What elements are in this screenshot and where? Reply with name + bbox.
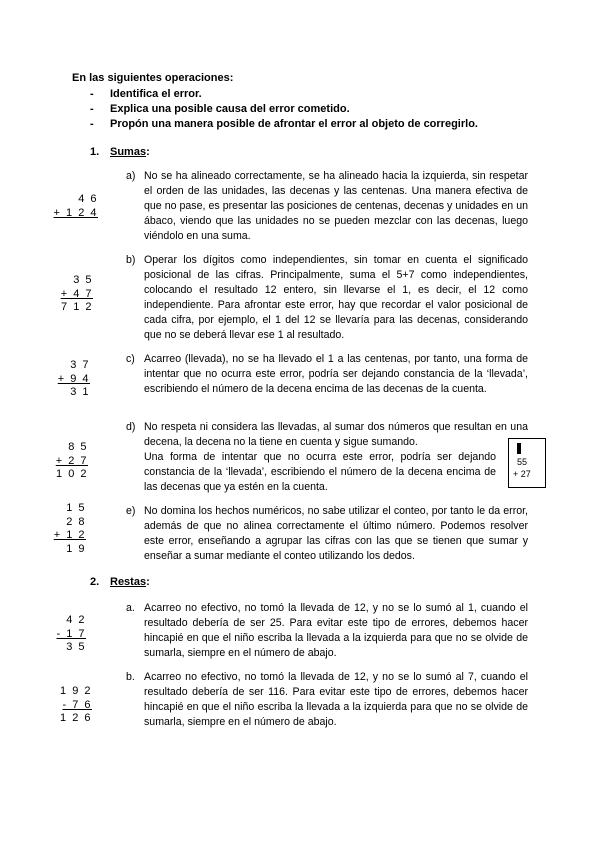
item-text: Operar los dígitos como independientes, sin tomar en cuenta el significado posicional de las cifras. Principalmente, suma el 5+7 como independientes, colocando el resultado 12 entero, sin llevarse el 1, es decir, el 12 como independiente. Para afrontar este error, hay que recordar el valor posicional de cada cifra, por ejemplo, el 1 del 12 se llevaría para las decenas, considerando que no se deberá llevar ese 1 al resultado. xyxy=(144,254,528,341)
section-number: 1. xyxy=(90,146,100,158)
box-line: 55 xyxy=(517,457,528,467)
item-text: No domina los hechos numéricos, no sabe utilizar el conteo, por tanto le da error, además de que no alinea correctamente el último número. Podemos resolver este error, enseñando a agrupar las cifras con las que se tienen que sumar y enseñar a sumar mediante el conteo utilizando los dedos. xyxy=(144,505,528,562)
sum-calc-c xyxy=(58,359,90,400)
sum-item-e xyxy=(126,504,528,564)
sum-item-c xyxy=(126,352,528,397)
intro-title: En las siguientes operaciones: xyxy=(72,72,234,84)
instruction-item xyxy=(90,102,478,117)
sum-calc-a xyxy=(54,193,98,220)
box-line: + 27 xyxy=(513,469,531,479)
instruction-text: Identifica el error. xyxy=(110,88,202,100)
item-letter: e) xyxy=(126,505,136,517)
item-text xyxy=(144,420,528,495)
calc-line: 4 2 xyxy=(66,614,86,626)
calc-line: + 2 7 xyxy=(55,454,88,467)
section-heading-sumas xyxy=(90,146,150,158)
calc-line: 2 8 xyxy=(66,515,86,528)
instruction-item xyxy=(90,87,478,102)
sub-item-b xyxy=(126,670,528,730)
calc-line: 7 1 2 xyxy=(61,301,93,313)
item-letter: b) xyxy=(126,254,136,266)
section-number: 2. xyxy=(90,576,100,588)
calc-line: 8 5 xyxy=(68,441,88,453)
calc-line: + 1 2 xyxy=(53,529,86,541)
dash: - xyxy=(90,118,94,130)
item-letter: a) xyxy=(126,170,136,182)
sum-item-a xyxy=(126,169,528,244)
calc-line: 1 9 2 xyxy=(60,685,92,697)
calc-line: - 7 6 xyxy=(62,698,92,711)
sum-item-b xyxy=(126,253,528,343)
calc-line: 3 5 xyxy=(66,641,86,653)
item-letter: d) xyxy=(126,421,136,433)
item-text: Acarreo no efectivo, no tomó la llevada de 12, y no se lo sumó al 1, cuando el resultado debería de ser 25. Para evitar este tipo de errores, debemos hacer hincapié en que el niño escriba la llevada a la izquierda para que no se olvide de sumarla, siempre en el número de abajo. xyxy=(144,602,528,659)
section-label: Restas xyxy=(110,576,147,588)
calc-line: 4 6 xyxy=(78,193,98,205)
calc-line: + 9 4 xyxy=(57,372,90,385)
calc-line: 1 2 6 xyxy=(60,712,92,724)
sub-calc-b xyxy=(60,685,92,726)
calc-line: + 1 2 4 xyxy=(53,206,98,219)
instruction-text: Explica una posible causa del error cometido. xyxy=(110,103,350,115)
instruction-text: Propón una manera posible de afrontar el error al objeto de corregirlo. xyxy=(110,118,478,130)
calc-line: + 4 7 xyxy=(60,287,93,300)
sum-item-d xyxy=(126,420,528,495)
carry-mark xyxy=(517,443,521,454)
calc-line: - 1 7 xyxy=(56,627,86,640)
sum-calc-e xyxy=(54,502,86,556)
calc-line: 1 9 xyxy=(66,542,86,555)
calc-line: 3 1 xyxy=(70,386,90,398)
calc-line: 3 5 xyxy=(73,274,93,286)
section-label: Sumas xyxy=(110,146,147,158)
calc-line: 1 5 xyxy=(66,502,86,514)
sub-item-a xyxy=(126,601,528,661)
calc-line: 1 0 2 xyxy=(56,468,88,480)
instruction-item xyxy=(90,117,478,132)
section-colon: : xyxy=(146,146,150,158)
item-text: Acarreo (llevada), no se ha llevado el 1 a las centenas, por tanto, una forma de intentar que no ocurra este error, podría ser dejando constancia de la ‘llevada’, escribiendo el número de la decena encima de las decenas de la cuenta. xyxy=(144,353,528,395)
carry-example-box xyxy=(508,438,546,488)
item-text: No se ha alineado correctamente, se ha alineado hacia la izquierda, sin respetar el orden de las unidades, las decenas y las centenas. Una manera efectiva de que no pase, es presentar las posiciones de centenas, decenas y unidades en un ábaco, viendo que las unidades no se pueden mezclar con las decenas, luego viéndolo en una suma. xyxy=(144,170,528,242)
item-text-part2: Una forma de intentar que no ocurra este error, podría ser dejando constancia de la ‘llevada’, escribiendo el número de la decena encima de las decenas que ya estén en la cuenta. xyxy=(144,451,496,493)
sum-calc-b xyxy=(61,274,93,315)
section-colon: : xyxy=(146,576,150,588)
item-letter: c) xyxy=(126,353,135,365)
sum-calc-d xyxy=(56,441,88,482)
calc-line: 3 7 xyxy=(70,359,90,371)
dash: - xyxy=(90,88,94,100)
item-text-part1: No respeta ni considera las llevadas, al sumar dos números que resultan en una decena, la decena no la tiene en cuenta y sigue sumando. xyxy=(144,421,528,448)
item-letter: a. xyxy=(126,602,135,614)
sub-calc-a xyxy=(56,614,86,655)
item-letter: b. xyxy=(126,671,135,683)
instruction-list xyxy=(90,87,478,132)
item-text: Acarreo no efectivo, no tomó la llevada de 12, y no se lo sumó al 7, cuando el resultado debería de ser 116. Para evitar este tipo de errores, debemos hacer hincapié en que el niño escriba la llevada a la izquierda para que no se olvide de sumarla, siempre en el número de abajo. xyxy=(144,671,528,728)
dash: - xyxy=(90,103,94,115)
section-heading-restas xyxy=(90,576,150,588)
